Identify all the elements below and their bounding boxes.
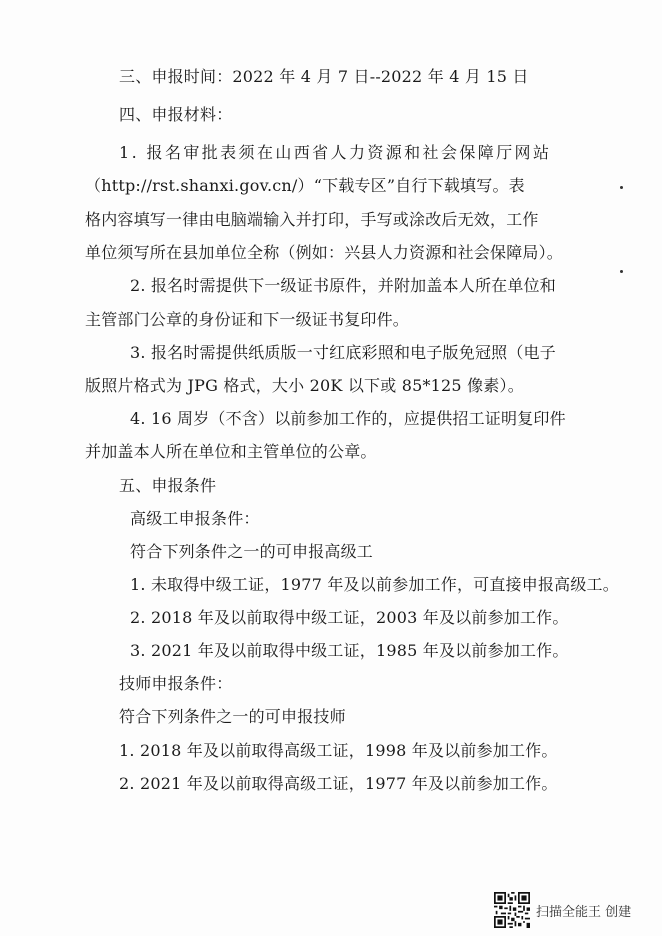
text-line-material-3b: 版照片格式为 JPG 格式，大小 20K 以下或 85*125 像素）。 — [85, 376, 524, 395]
text-line-senior-1: 1. 未取得中级工证，1977 年及以前参加工作，可直接申报高级工。 — [130, 575, 619, 594]
text-line-material-2b: 主管部门公章的身份证和下一级证书复印件。 — [85, 310, 410, 329]
text-line-material-4a: 4. 16 周岁（不含）以前参加工作的，应提供招工证明复印件 — [130, 409, 566, 428]
text-line-material-1d: 单位须写所在县加单位全称（例如：兴县人力资源和社会保障局）。 — [85, 243, 564, 262]
text-line-technician-2: 2. 2021 年及以前取得高级工证，1977 年及以前参加工作。 — [119, 774, 558, 793]
watermark-text: 扫描全能王 创建 — [536, 904, 632, 920]
text-line-time: 三、申报时间：2022 年 4 月 7 日--2022 年 4 月 15 日 — [119, 67, 529, 86]
text-line-senior-2: 2. 2018 年及以前取得中级工证，2003 年及以前参加工作。 — [130, 608, 569, 627]
text-line-senior-intro: 符合下列条件之一的可申报高级工 — [130, 542, 374, 561]
text-line-senior-3: 3. 2021 年及以前取得中级工证，1985 年及以前参加工作。 — [130, 641, 569, 660]
text-line-material-2a: 2. 报名时需提供下一级证书原件，并附加盖本人所在单位和 — [130, 276, 556, 295]
scan-speck — [620, 186, 623, 189]
text-line-technician-intro: 符合下列条件之一的可申报技师 — [119, 707, 346, 726]
text-line-material-3a: 3. 报名时需提供纸质版一寸红底彩照和电子版免冠照（电子 — [130, 343, 556, 362]
text-line-senior-head: 高级工申报条件： — [130, 509, 260, 528]
qr-code-icon — [494, 892, 530, 928]
text-line-material-4b: 并加盖本人所在单位和主管单位的公章。 — [85, 442, 377, 461]
text-line-conditions-head: 五、申报条件 — [119, 476, 217, 495]
text-line-material-1b: （http://rst.shanxi.gov.cn/）“下载专区”自行下载填写。表 — [85, 176, 525, 195]
text-line-materials-head: 四、申报材料： — [119, 105, 233, 124]
scan-speck — [620, 270, 623, 273]
text-line-material-1c: 格内容填写一律由电脑端输入并打印，手写或涂改后无效，工作 — [85, 210, 539, 229]
scanner-watermark — [494, 890, 631, 930]
text-line-technician-head: 技师申报条件： — [119, 674, 233, 693]
text-line-technician-1: 1. 2018 年及以前取得高级工证，1998 年及以前参加工作。 — [119, 741, 558, 760]
text-line-material-1a: 1. 报名审批表须在山西省人力资源和社会保障厅网站 — [119, 143, 552, 162]
